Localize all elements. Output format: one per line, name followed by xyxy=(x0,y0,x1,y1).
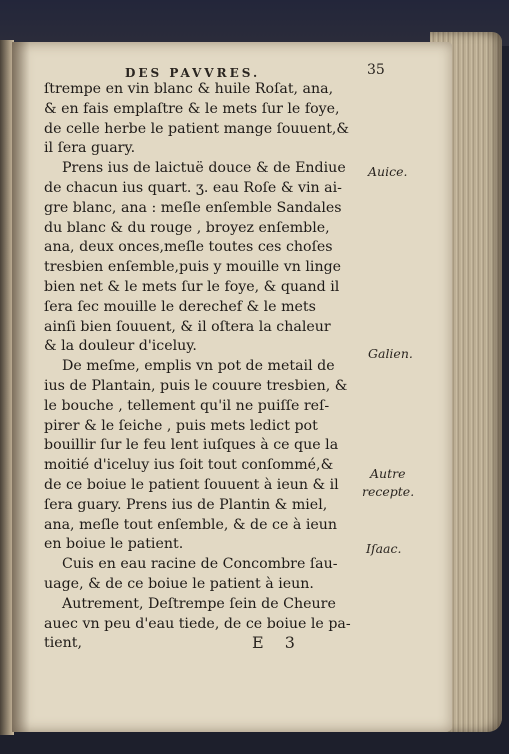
text-line: ſtrempe en vin blanc & huile Roſat, ana, xyxy=(44,81,334,97)
text-line: tient, xyxy=(44,635,82,652)
margin-note-recepte: recepte. xyxy=(362,484,415,499)
text-line: ana, deux onces,meſle toutes ces choſes xyxy=(44,239,333,256)
text-line: Autrement, Deſtrempe ſein de Cheure xyxy=(62,595,336,612)
text-line: ainſi bien ſouuent, & il oſtera la chaleur xyxy=(44,318,331,335)
text-line: bien net & le mets ſur le foye, & quand il xyxy=(44,278,340,295)
text-line: de ce boiue le patient ſouuent à ieun & il xyxy=(44,476,339,493)
text-line: le bouche , tellement qu'il ne puiſſe reſ- xyxy=(44,397,330,414)
text-line: moitié d'iceluy ius ſoit tout conſommé,& xyxy=(44,457,334,474)
text-line: Prens ius de laictuë douce & de Endiue xyxy=(62,160,346,177)
text-line: ſera guary. Prens ius de Plantin & miel, xyxy=(44,496,328,513)
running-head: DES PAVVRES. xyxy=(125,66,261,80)
text-line: & la douleur d'iceluy. xyxy=(44,338,197,355)
margin-note-auice: Auice. xyxy=(368,164,408,179)
text-line: uage, & de ce boiue le patient à ieun. xyxy=(44,575,314,592)
text-line: pirer & le ſeiche , puis mets ledict pot xyxy=(44,417,318,434)
text-line: ſera ſec mouille le derechef & le mets xyxy=(44,298,316,315)
text-line: bouillir ſur le feu lent iuſques à ce que la xyxy=(44,437,339,454)
text-line: & en fais emplaſtre & le mets ſur le foye, xyxy=(44,100,340,117)
text-line: tresbien enſemble,puis y mouille vn linge xyxy=(44,259,342,276)
text-line: il ſera guary. xyxy=(44,140,136,157)
gutter-shadow xyxy=(12,42,30,732)
text-line: Cuis en eau racine de Concombre ſau- xyxy=(62,556,338,573)
margin-note-galien: Galien. xyxy=(368,346,413,361)
text-line: ius de Plantain, puis le couure tresbien, & xyxy=(44,377,348,394)
text-line: en boiue le patient. xyxy=(44,536,184,553)
body-text xyxy=(44,80,362,654)
backdrop-bottom xyxy=(0,730,509,754)
text-line: de celle herbe le patient mange ſouuent,& xyxy=(44,120,350,137)
text-line: ana, meſle tout enſemble, & de ce à ieun xyxy=(44,516,338,533)
text-line: auec vn peu d'eau tiede, de ce boiue le pa- xyxy=(44,615,351,632)
margin-note-isaac: Iſaac. xyxy=(366,541,402,556)
text-line: De meſme, emplis vn pot de metail de xyxy=(62,358,335,375)
signature-mark: E 3 xyxy=(252,633,303,652)
text-line: du blanc & du rouge , broyez enſemble, xyxy=(44,219,330,236)
text-line: gre blanc, ana : meſle enſemble Sandales xyxy=(44,199,342,216)
margin-note-autre: Autre xyxy=(370,466,406,481)
page-number: 35 xyxy=(367,62,385,78)
text-line: de chacun ius quart. ʒ. eau Roſe & vin ai- xyxy=(44,179,342,196)
